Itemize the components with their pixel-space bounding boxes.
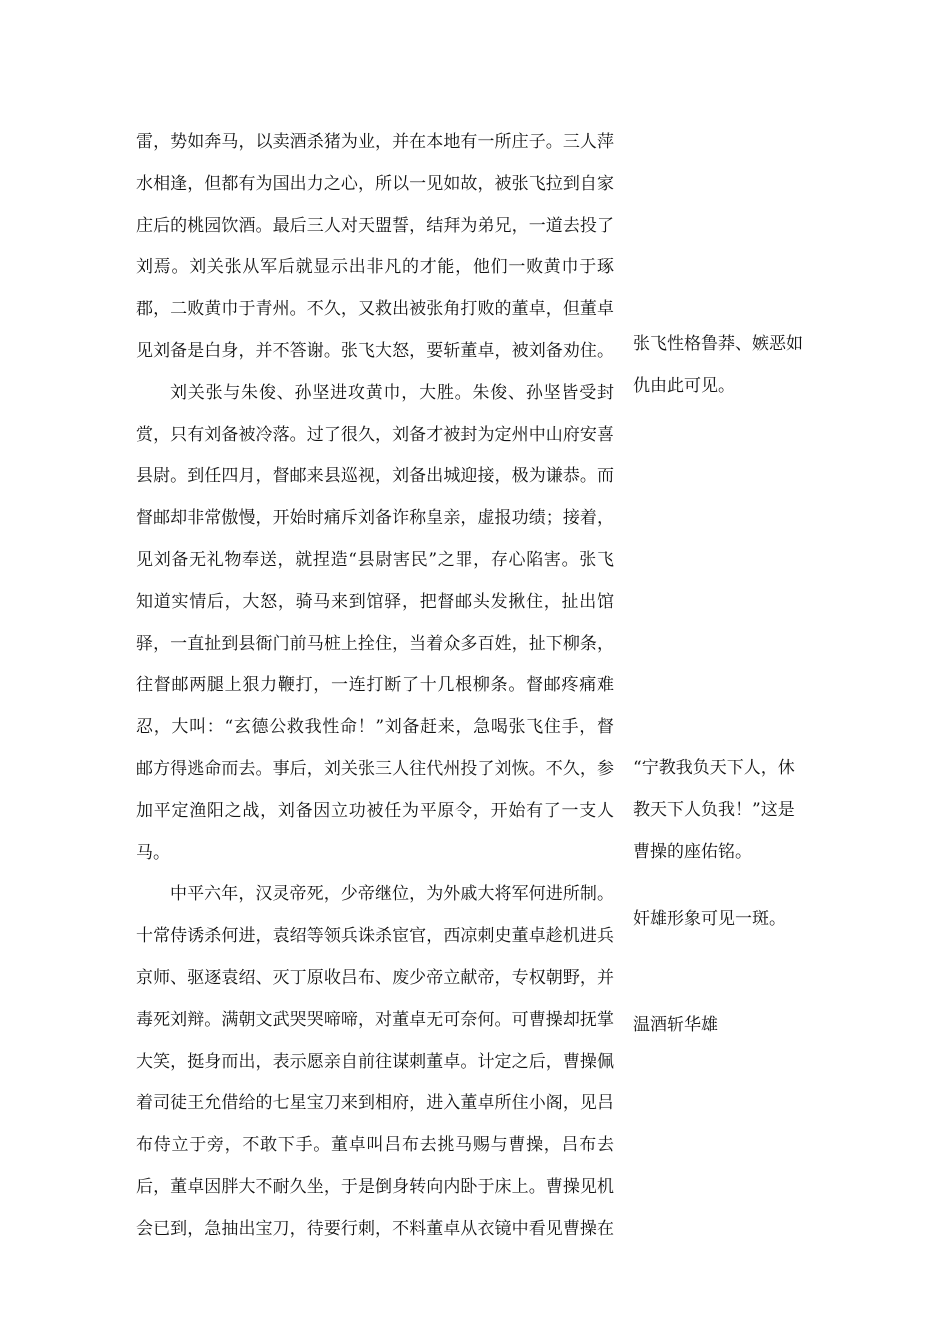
text-line: 往督邮两腿上狠力鞭打，一连打断了十几根柳条。督邮疼痛难	[136, 675, 614, 696]
side-note-zhangfei	[633, 324, 813, 408]
paragraph	[136, 122, 614, 373]
text-line: 见刘备无礼物奉送，就捏造“县尉害民”之罪，存心陷害。张飞	[136, 549, 614, 570]
text-line: 中平六年，汉灵帝死，少帝继位，为外戚大将军何进所制。	[170, 884, 614, 905]
side-note-huaxiong	[633, 1005, 813, 1047]
text-line: 后，董卓因胖大不耐久坐，于是倒身转向内卧于床上。曹操见机	[136, 1176, 614, 1197]
text-line: 驿，一直扯到县衙门前马桩上拴住，当着众多百姓，扯下柳条，	[136, 633, 614, 654]
text-line: 着司徒王允借给的七星宝刀来到相府，进入董卓所住小阁，见吕	[136, 1093, 614, 1114]
text-line: 庄后的桃园饮酒。最后三人对天盟誓，结拜为弟兄，一道去投了	[136, 215, 614, 236]
side-note-line: 仇由此可见。	[633, 375, 735, 396]
text-line: 刘焉。刘关张从军后就显示出非凡的才能，他们一败黄巾于琢	[136, 257, 614, 278]
text-line: 大笑，挺身而出，表示愿亲自前往谋刺董卓。计定之后，曹操佩	[136, 1051, 614, 1072]
text-line: 马。	[136, 842, 170, 863]
side-note-line: 奸雄形象可见一斑。	[633, 909, 786, 929]
paragraph	[136, 373, 614, 875]
text-line: 十常侍诱杀何进，袁绍等领兵诛杀宦官，西凉刺史董卓趁机进兵	[136, 926, 614, 947]
text-line: 毒死刘辩。满朝文武哭哭啼啼，对董卓无可奈何。可曹操却抚掌	[136, 1009, 614, 1030]
side-note-line: “宁教我负天下人，休	[633, 758, 795, 778]
text-line: 赏，只有刘备被冷落。过了很久，刘备才被封为定州中山府安喜	[136, 424, 614, 445]
text-line: 京师、驱逐袁绍、灭丁原收吕布、废少帝立献帝，专权朝野，并	[136, 967, 614, 988]
text-line: 督邮却非常傲慢，开始时痛斥刘备诈称皇亲，虚报功绩；接着，	[136, 508, 614, 529]
paragraph	[136, 874, 614, 1250]
text-line: 水相逢，但都有为国出力之心，所以一见如故，被张飞拉到自家	[136, 173, 614, 194]
text-line: 郡，二败黄巾于青州。不久，又救出被张角打败的董卓，但董卓	[136, 299, 614, 320]
text-line: 知道实情后，大怒，骑马来到馆驿，把督邮头发揪住，扯出馆	[136, 591, 614, 612]
side-note-line: 张飞性格鲁莽、嫉恶如	[633, 334, 803, 354]
side-note-line: 温酒斩华雄	[633, 1015, 718, 1035]
text-line: 忍，大叫：“玄德公救我性命！”刘备赶来，急喝张飞住手，督	[136, 717, 614, 738]
text-line: 布侍立于旁，不敢下手。董卓叫吕布去挑马赐与曹操，吕布去	[136, 1135, 614, 1156]
text-line: 会已到，急抽出宝刀，待要行刺，不料董卓从衣镜中看见曹操在	[136, 1218, 614, 1239]
text-line: 县尉。到任四月，督邮来县巡视，刘备出城迎接，极为谦恭。而	[136, 466, 614, 487]
side-note-line: 教天下人负我！”这是	[633, 799, 795, 820]
text-line: 雷，势如奔马，以卖酒杀猪为业，并在本地有一所庄子。三人萍	[136, 132, 614, 152]
text-line: 见刘备是白身，并不答谢。张飞大怒，要斩董卓，被刘备劝住。	[136, 340, 614, 361]
main-text	[136, 122, 614, 1251]
text-line: 刘关张与朱俊、孙坚进攻黄巾，大胜。朱俊、孙坚皆受封	[170, 382, 614, 403]
side-note-jianxiong	[633, 899, 813, 941]
text-line: 邮方得逃命而去。事后，刘关张三人往代州投了刘恢。不久，参	[136, 758, 614, 779]
side-note-line: 曹操的座佑铭。	[633, 841, 752, 862]
text-line: 加平定渔阳之战，刘备因立功被任为平原令，开始有了一支人	[136, 800, 614, 821]
side-note-caocao-motto	[633, 748, 813, 873]
